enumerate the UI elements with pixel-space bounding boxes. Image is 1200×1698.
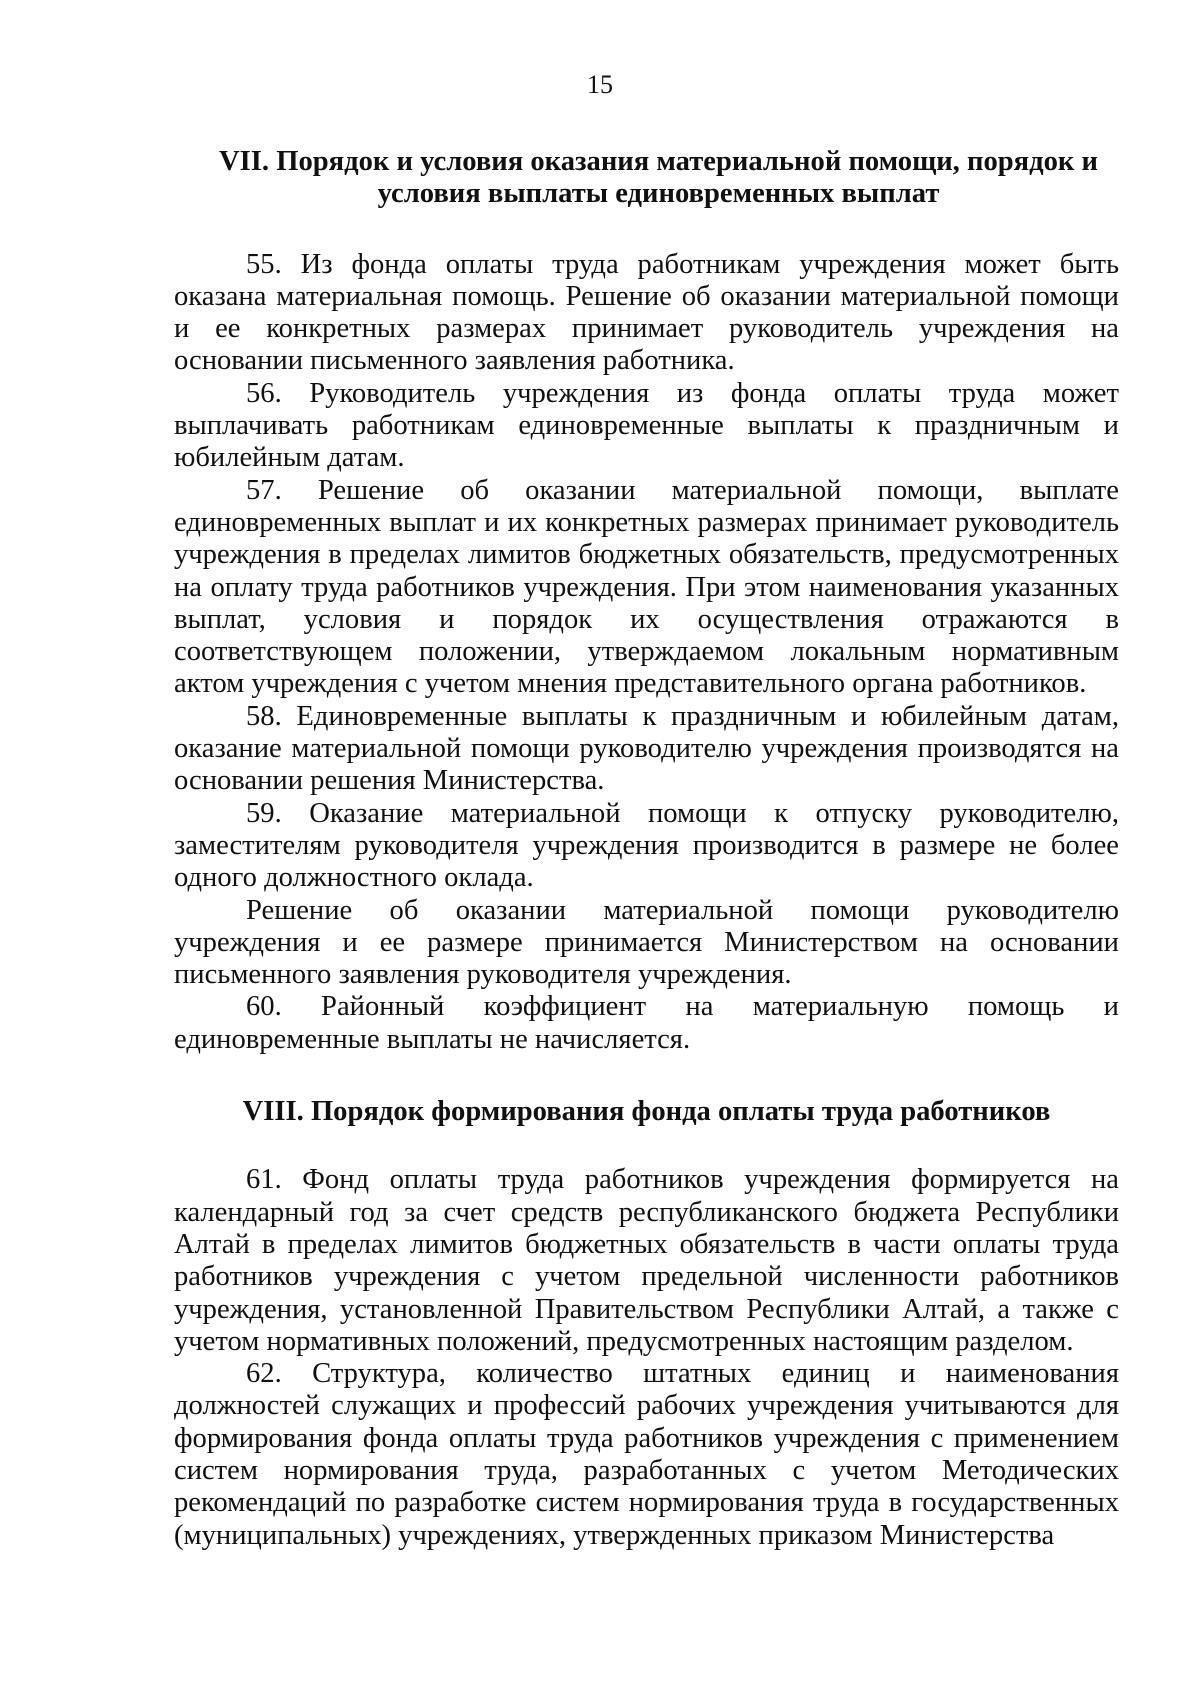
paragraph-59-continuation: Решение об оказании материальной помощи руководителю учреждения и ее размере принимается Министерством на основании письменного заявления руководителя учреждения. — [174, 894, 1119, 991]
section-7-heading — [186, 146, 1131, 211]
paragraph-61: 61. Фонд оплаты труда работников учреждения формируется на календарный год за счет средств республиканского бюджета Республики Алтай в пределах лимитов бюджетных обязательств в части оплаты труда работников учреждения с учетом предельной численности работников учреждения, установленной Правительством Республики Алтай, а также с учетом нормативных положений, предусмотренных настоящим разделом. — [174, 1164, 1119, 1357]
paragraph-58: 58. Единовременные выплаты к праздничным и юбилейным датам, оказание материальной помощи руководителю учреждения производятся на основании решения Министерства. — [174, 700, 1119, 797]
paragraph-60: 60. Районный коэффициент на материальную помощь и единовременные выплаты не начисляется. — [174, 991, 1119, 1055]
page-number: 15 — [587, 70, 613, 99]
paragraph-55: 55. Из фонда оплаты труда работникам учреждения может быть оказана материальная помощь. Решение об оказании материальной помощи и ее конкретных размерах принимает руководитель учреждения на основании письменного заявления работника. — [174, 248, 1119, 377]
section-7-heading-line-1: VII. Порядок и условия оказания материальной помощи, порядок и — [219, 146, 1098, 177]
paragraph-57: 57. Решение об оказании материальной помощи, выплате единовременных выплат и их конкретных размерах принимает руководитель учреждения в пределах лимитов бюджетных обязательств, предусмотренных на оплату труда работников учреждения. При этом наименования указанных выплат, условия и порядок их осуществления отражаются в соответствующем положении, утверждаемом локальным нормативным актом учреждения с учетом мнения представительного органа работников. — [174, 474, 1119, 700]
section-7-heading-line-2: условия выплаты единовременных выплат — [377, 178, 940, 210]
paragraph-59: 59. Оказание материальной помощи к отпуску руководителю, заместителям руководителя учреждения производится в размере не более одного должностного оклада. — [174, 797, 1119, 894]
document-body — [174, 146, 1119, 1552]
paragraph-56: 56. Руководитель учреждения из фонда оплаты труда может выплачивать работникам единовременные выплаты к праздничным и юбилейным датам. — [174, 377, 1119, 474]
paragraph-62: 62. Структура, количество штатных единиц и наименования должностей служащих и профессий рабочих учреждения учитываются для формирования фонда оплаты труда работников учреждения с применением систем нормирования труда, разработанных с учетом Методических рекомендаций по разработке систем нормирования труда в государственных (муниципальных) учреждениях, утвержденных приказом Министерства — [174, 1358, 1119, 1551]
section-8-heading: VIII. Порядок формирования фонда оплаты труда работников — [242, 1096, 1051, 1128]
